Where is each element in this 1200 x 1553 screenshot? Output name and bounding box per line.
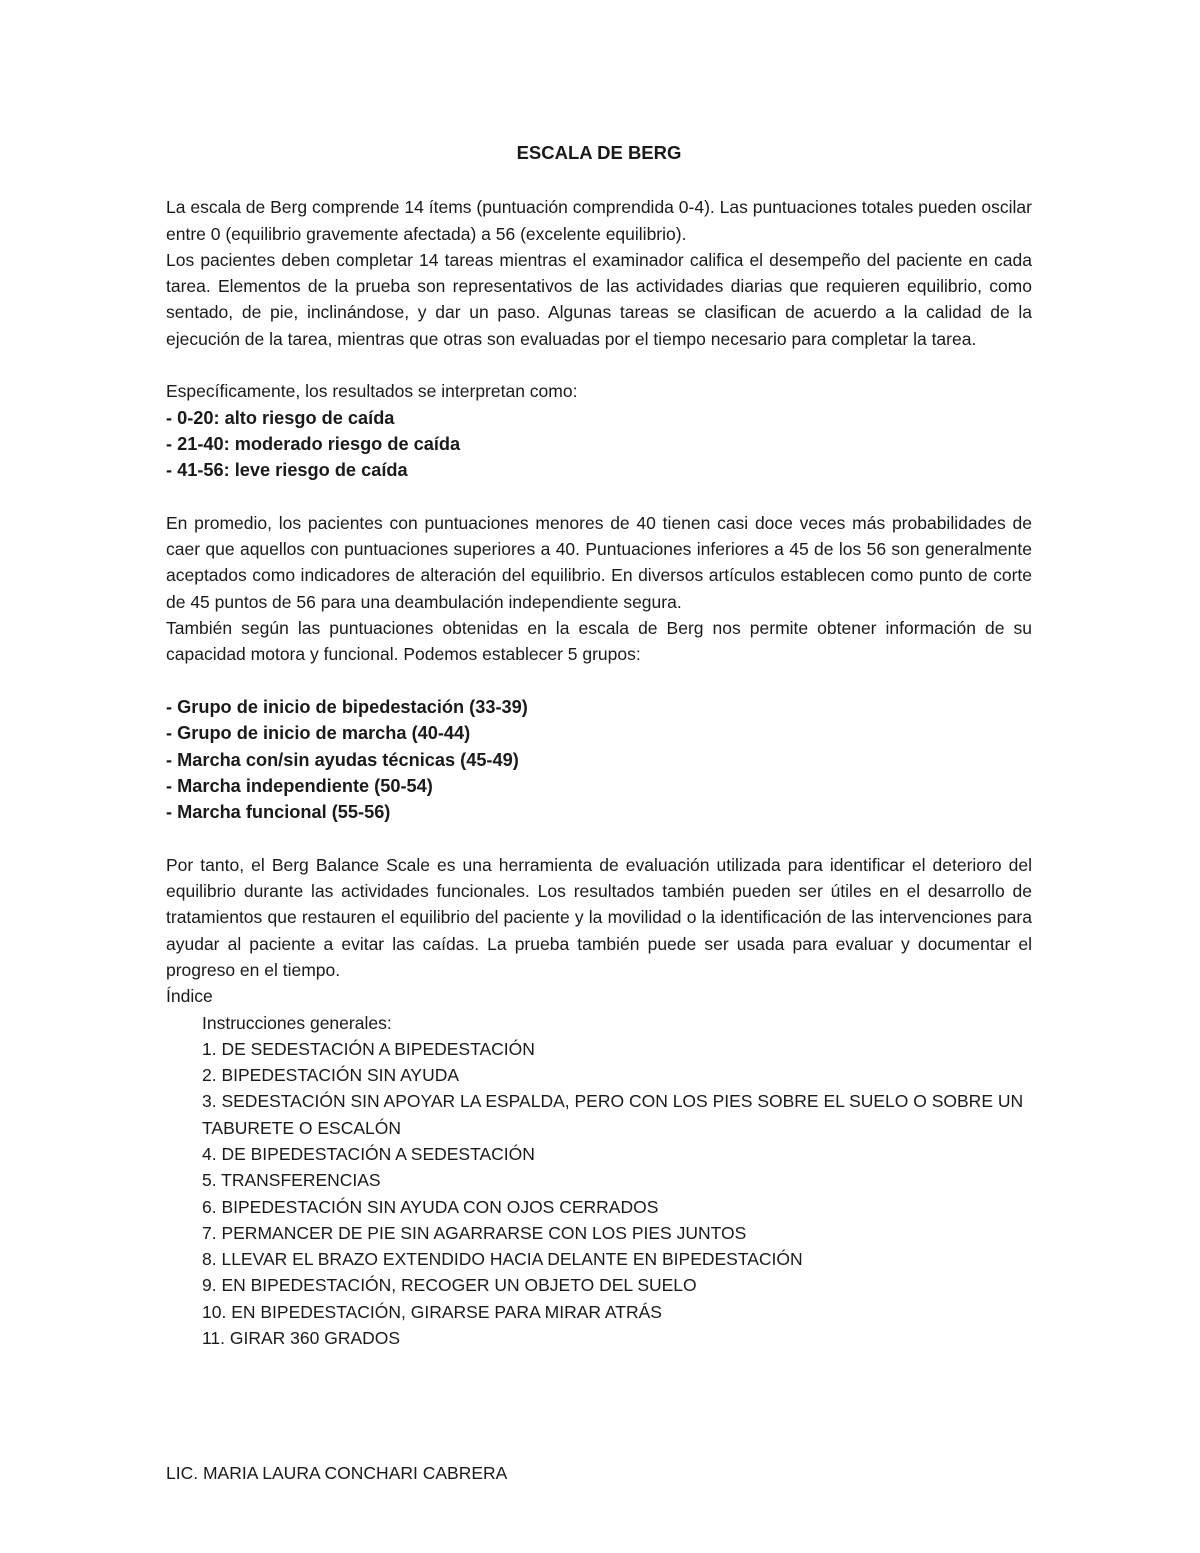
index-item[interactable]: 7. PERMANCER DE PIE SIN AGARRARSE CON LOS PIES JUNTOS (202, 1222, 747, 1243)
average-paragraph: En promedio, los pacientes con puntuaciones menores de 40 tienen casi doce veces más probabilidades de caer que aquellos con puntuaciones superiores a 40. Puntuaciones inferiores a 45 de los 56 son generalmente aceptados como indicadores de alteración del equilibrio. En diversos artículos establecen como punto de corte de 45 puntos de 56 para una deambulación independiente segura. (166, 512, 1032, 612)
index-item[interactable]: 9. EN BIPEDESTACIÓN, RECOGER UN OBJETO DEL SUELO (202, 1275, 697, 1296)
index-item[interactable]: 8. LLEVAR EL BRAZO EXTENDIDO HACIA DELANTE EN BIPEDESTACIÓN (202, 1249, 803, 1270)
index-item[interactable]: 5. TRANSFERENCIAS (202, 1170, 381, 1191)
page-footer: LIC. MARIA LAURA CONCHARI CABRERA (166, 1463, 508, 1483)
risk-level-list (166, 405, 1032, 484)
index-list (166, 1010, 1032, 1352)
groups-intro-paragraph: También según las puntuaciones obtenidas en la escala de Berg nos permite obtener información de su capacidad motora y funcional. Podemos establecer 5 grupos: (166, 618, 1032, 665)
intro-paragraph-tasks: Los pacientes deben completar 14 tareas mientras el examinador califica el desempeño del paciente en cada tarea. Elementos de la prueba son representativos de las actividades diarias que requieren equilibrio, como sentado, de pie, inclinándose, y dar un paso. Algunas tareas se clasifican de acuerdo a la calidad de la ejecución de la tarea, mientras que otras son evaluadas por el tiempo necesario para completar la tarea. (166, 249, 1032, 349)
group-item: - Marcha independiente (50-54) (166, 775, 433, 796)
page-title: ESCALA DE BERG (516, 142, 682, 163)
group-item: - Marcha funcional (55-56) (166, 802, 391, 823)
index-item[interactable]: 4. DE BIPEDESTACIÓN A SEDESTACIÓN (202, 1143, 535, 1164)
group-item: - Marcha con/sin ayudas técnicas (45-49) (166, 749, 519, 770)
index-item[interactable]: 11. GIRAR 360 GRADOS (202, 1328, 401, 1349)
spacer (166, 668, 1032, 694)
index-heading: Índice (166, 986, 213, 1007)
document-body (166, 140, 1032, 1351)
risk-level-item: - 0-20: alto riesgo de caída (166, 407, 395, 428)
index-item[interactable]: 2. BIPEDESTACIÓN SIN AYUDA (202, 1065, 460, 1086)
group-list (166, 694, 1032, 825)
spacer (166, 825, 1032, 851)
spacer (166, 484, 1032, 510)
index-item[interactable]: 3. SEDESTACIÓN SIN APOYAR LA ESPALDA, PERO CON LOS PIES SOBRE EL SUELO O SOBRE UN TABURETE O ESCALÓN (202, 1091, 1024, 1138)
index-item[interactable]: Instrucciones generales: (202, 1012, 392, 1033)
conclusion-paragraph: Por tanto, el Berg Balance Scale es una herramienta de evaluación utilizada para identificar el deterioro del equilibrio durante las actividades funcionales. Los resultados también pueden ser útiles en el desarrollo de tratamientos que restauren el equilibrio del paciente y la movilidad o la identificación de las intervenciones para ayudar al paciente a evitar las caídas. La prueba también puede ser usada para evaluar y documentar el progreso en el tiempo. (166, 854, 1032, 980)
group-item: - Grupo de inicio de marcha (40-44) (166, 723, 471, 744)
index-item[interactable]: 10. EN BIPEDESTACIÓN, GIRARSE PARA MIRAR ATRÁS (202, 1301, 662, 1322)
index-item[interactable]: 6. BIPEDESTACIÓN SIN AYUDA CON OJOS CERRADOS (202, 1196, 659, 1217)
group-item: - Grupo de inicio de bipedestación (33-39) (166, 696, 528, 717)
intro-paragraph-scoring: La escala de Berg comprende 14 ítems (puntuación comprendida 0-4). Las puntuaciones totales pueden oscilar entre 0 (equilibrio gravemente afectada) a 56 (excelente equilibrio). (166, 197, 1032, 244)
risk-level-item: - 41-56: leve riesgo de caída (166, 460, 408, 481)
index-item[interactable]: 1. DE SEDESTACIÓN A BIPEDESTACIÓN (202, 1038, 535, 1059)
spacer (166, 352, 1032, 378)
interpretation-intro: Específicamente, los resultados se interpretan como: (166, 381, 578, 402)
risk-level-item: - 21-40: moderado riesgo de caída (166, 433, 461, 454)
